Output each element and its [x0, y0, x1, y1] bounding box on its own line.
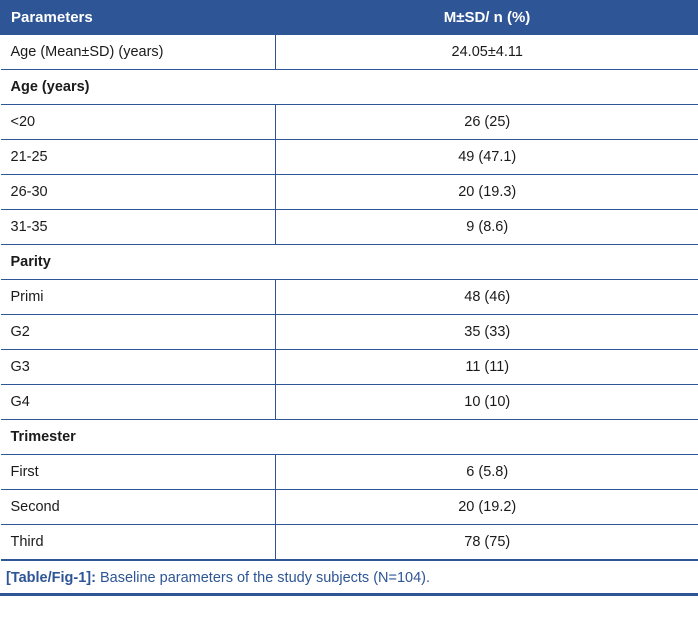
row-label: 21-25: [1, 140, 276, 175]
row-label: 31-35: [1, 210, 276, 245]
row-value: [276, 70, 698, 105]
row-value: 35 (33): [276, 315, 698, 350]
section-label: Parity: [1, 245, 276, 280]
row-label: 26-30: [1, 175, 276, 210]
column-header-parameters: Parameters: [1, 1, 276, 35]
table-caption: [0, 561, 698, 596]
table-row: [1, 525, 698, 561]
table-header-row: [1, 1, 698, 35]
row-value: 9 (8.6): [276, 210, 698, 245]
row-label: Second: [1, 490, 276, 525]
table-body: [1, 35, 698, 561]
section-label: Age (years): [1, 70, 276, 105]
row-value: [276, 245, 698, 280]
row-value: 6 (5.8): [276, 455, 698, 490]
table-section-row: [1, 70, 698, 105]
section-label: Trimester: [1, 420, 276, 455]
column-header-value: M±SD/ n (%): [276, 1, 698, 35]
row-value: 78 (75): [276, 525, 698, 561]
row-value: 11 (11): [276, 350, 698, 385]
table-row: [1, 455, 698, 490]
row-value: 24.05±4.11: [276, 35, 698, 70]
row-label: G4: [1, 385, 276, 420]
table-row: [1, 350, 698, 385]
row-value: 48 (46): [276, 280, 698, 315]
table-row: [1, 35, 698, 70]
row-label: G3: [1, 350, 276, 385]
row-label: Primi: [1, 280, 276, 315]
table-row: [1, 490, 698, 525]
table-row: [1, 140, 698, 175]
caption-label: [Table/Fig-1]:: [6, 570, 96, 586]
table-row: [1, 385, 698, 420]
row-value: [276, 420, 698, 455]
row-label: Age (Mean±SD) (years): [1, 35, 276, 70]
table-section-row: [1, 245, 698, 280]
table-header: [1, 1, 698, 35]
row-label: First: [1, 455, 276, 490]
table-row: [1, 210, 698, 245]
row-value: 20 (19.3): [276, 175, 698, 210]
table-row: [1, 105, 698, 140]
table-row: [1, 315, 698, 350]
row-value: 10 (10): [276, 385, 698, 420]
caption-text: Baseline parameters of the study subjects (N=104).: [99, 570, 431, 586]
row-value: 49 (47.1): [276, 140, 698, 175]
row-value: 26 (25): [276, 105, 698, 140]
table-row: [1, 280, 698, 315]
row-label: <20: [1, 105, 276, 140]
row-value: 20 (19.2): [276, 490, 698, 525]
row-label: G2: [1, 315, 276, 350]
row-label: Third: [1, 525, 276, 561]
table-row: [1, 175, 698, 210]
table-section-row: [1, 420, 698, 455]
